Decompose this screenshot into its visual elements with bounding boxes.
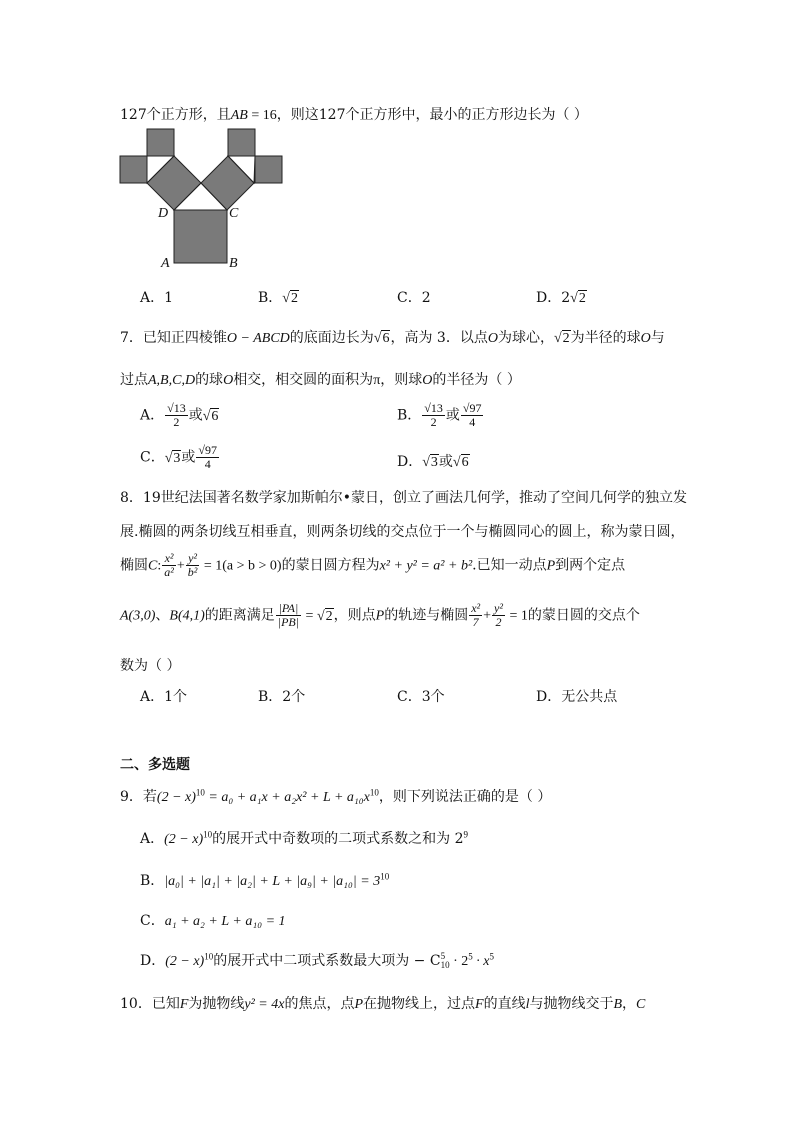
q8-stem-line4: A(3,0)、B(4,1)的距离满足 $\frac{|PA|}{|PB|}$ = √2，则点P的轨迹与椭圆 $\frac{\text{x²}}{7}$ + $\frac{\text{y²}}{2}$ = 1的蒙日圆的交点个 <box>120 601 640 629</box>
label-A: A <box>161 256 170 271</box>
sqrt-symbol: √2 <box>282 291 298 306</box>
q9-option-c[interactable]: C．a₁ + a₂ + L + a₁₀ = 1 <box>140 913 286 929</box>
q10-stem: 10．已知F为抛物线y² = 4x的焦点，点P在抛物线上，过点F的直线l与抛物线交于B，C <box>120 996 646 1012</box>
q8-option-b[interactable]: B．2个 <box>258 689 306 705</box>
q9-option-b[interactable]: B．$|a_0| + |a_1| + |a_2| + L + |a_9| + |a_{10}| = 3^{10}$ <box>140 871 390 889</box>
q8-option-a[interactable]: A．1个 <box>140 689 188 705</box>
sqrt-symbol: √2 <box>570 291 586 306</box>
q8-option-c[interactable]: C．3个 <box>397 689 445 705</box>
q8-stem-line2: 展.椭圆的两条切线互相垂直，则两条切线的交点位于一个与椭圆同心的圆上，称为蒙日圆， <box>120 524 685 540</box>
fraction: $\frac{√13}{2}$ <box>167 401 186 429</box>
q7-stem-line2: 过点A,B,C,D的球O相交，相交圆的面积为π，则球O的半径为（ ） <box>120 372 521 388</box>
label-B: B <box>229 256 238 271</box>
label-C: C <box>229 206 239 221</box>
small-square-2 <box>120 156 147 183</box>
q9-option-d[interactable]: D．$(2 - x)^{10}$的展开式中二项式系数最大项为 − C 5 10 · $2^5 \cdot x^5$ <box>140 951 494 970</box>
q8-stem-line3: 椭圆C: $\frac{\text{x²}}{\text{a²}}$ + $\frac{\text{y²}}{\text{b²}}$ = 1(a > b > 0)的蒙日圆方程为x² + y² = a² + b².已知一动点P到两个定点 <box>120 551 626 579</box>
small-square-1 <box>147 129 174 156</box>
q7-option-c[interactable]: C．√3或 $\frac{√97}{4}$ <box>140 443 217 471</box>
left-middle-square <box>147 156 201 210</box>
small-square-3 <box>228 129 255 156</box>
small-square-4 <box>255 156 282 183</box>
q9-option-a[interactable]: A．$(2 - x)^{10}$的展开式中奇数项的二项式系数之和为 $2^9$ <box>140 829 468 847</box>
q6-stem: 127个正方形，且AB = 16，则这127个正方形中，最小的正方形边长为（ ） <box>120 107 588 123</box>
label-D: D <box>158 206 169 221</box>
q9-stem: 9．若$(2 - x)^{10} = a_0 + a_1x + a_2x^2 + L + a_{10}x^{10}$，则下列说法正确的是（ ） <box>120 787 552 805</box>
q7-option-b[interactable]: B． $\frac{√13}{2}$ 或 $\frac{√97}{4}$ <box>397 401 482 429</box>
q6-option-b[interactable]: B．√2 <box>258 290 298 306</box>
q7-option-d[interactable]: D．√3或√6 <box>397 454 469 470</box>
q8-stem-line1: 8．19世纪法国著名数学家加斯帕尔•蒙日，创立了画法几何学，推动了空间几何学的独立发 <box>120 490 687 506</box>
right-middle-square <box>201 156 254 210</box>
q7-stem-line1: 7．已知正四棱锥O − ABCD的底面边长为√6，高为 3．以点O为球心，√2为半径的球O与 <box>120 330 665 346</box>
pythagoras-tree-figure <box>118 128 288 276</box>
big-square <box>174 210 227 263</box>
q6-option-d[interactable]: D．2√2 <box>536 290 586 306</box>
q6-option-a[interactable]: A．1 <box>140 290 174 306</box>
q8-option-d[interactable]: D．无公共点 <box>536 689 618 705</box>
section-heading: 二、多选题 <box>120 757 190 773</box>
q7-option-a[interactable]: A． $\frac{√13}{2}$ 或√6 <box>140 401 219 429</box>
q8-stem-line5: 数为（ ） <box>120 658 181 674</box>
q6-option-c[interactable]: C．2 <box>397 290 431 306</box>
